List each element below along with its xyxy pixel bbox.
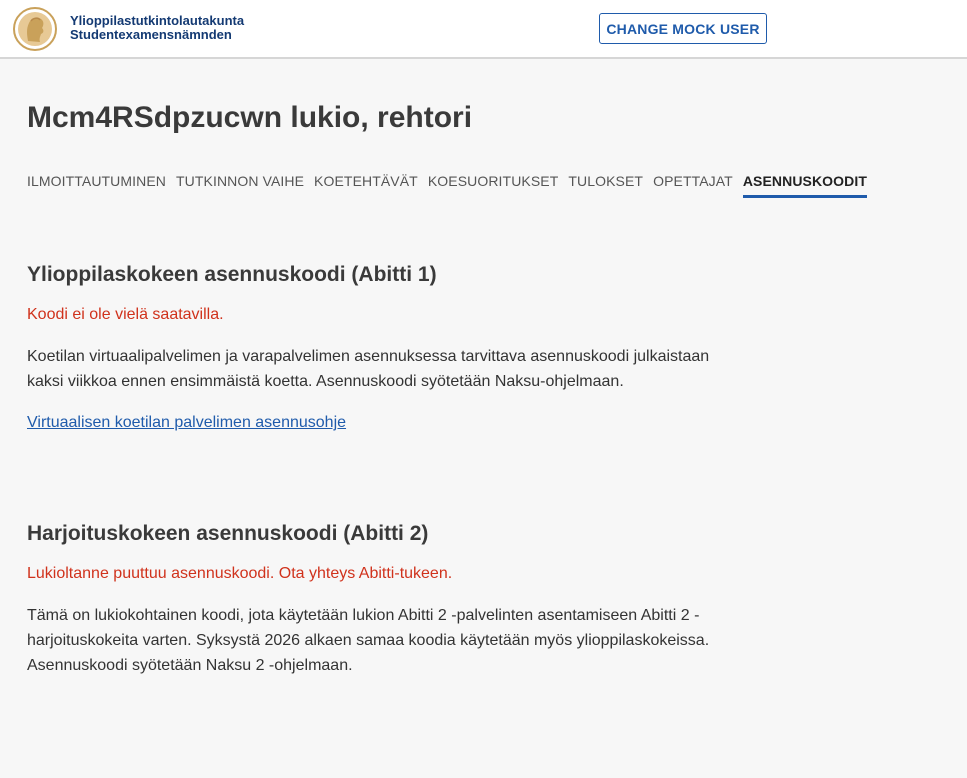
install-guide-link[interactable]: Virtuaalisen koetilan palvelimen asennusohje bbox=[27, 414, 347, 431]
tab-koesuoritukset[interactable]: KOESUORITUKSET bbox=[427, 173, 559, 189]
paragraph-line: Tämä on lukiokohtainen koodi, jota käytetään lukion Abitti 2 -palvelinten asentamiseen Abitti 2 - bbox=[27, 607, 700, 624]
laurel-profile-logo-icon[interactable] bbox=[13, 7, 57, 51]
abitti1-section bbox=[27, 263, 767, 432]
tab-ilmoittautuminen[interactable]: ILMOITTAUTUMINEN bbox=[27, 173, 167, 189]
tab-opettajat[interactable]: OPETTAJAT bbox=[653, 173, 733, 189]
tab-asennuskoodit[interactable]: ASENNUSKOODIT bbox=[743, 172, 867, 198]
section-title: Harjoituskokeen asennuskoodi (Abitti 2) bbox=[27, 522, 429, 545]
missing-code-alert: Lukioltanne puuttuu asennuskoodi. Ota yhteys Abitti-tukeen. bbox=[27, 565, 453, 582]
abitti2-section bbox=[27, 522, 767, 678]
paragraph-line: Asennuskoodi syötetään Naksu 2 -ohjelmaan. bbox=[27, 657, 353, 674]
paragraph-line: kaksi viikkoa ennen ensimmäistä koetta. Asennuskoodi syötetään Naksu-ohjelmaan. bbox=[27, 373, 624, 390]
organization-name bbox=[70, 14, 244, 42]
top-bar bbox=[0, 0, 967, 59]
change-mock-user-button[interactable]: CHANGE MOCK USER bbox=[599, 13, 767, 44]
info-paragraph bbox=[27, 344, 767, 394]
tab-tulokset[interactable]: TULOKSET bbox=[568, 173, 644, 189]
page-title: Mcm4RSdpzucwn lukio, rehtori bbox=[27, 101, 473, 134]
tab-koetehtavat[interactable]: KOETEHTÄVÄT bbox=[314, 173, 418, 189]
tab-tutkinnon-vaihe[interactable]: TUTKINNON VAIHE bbox=[176, 173, 305, 189]
section-title: Ylioppilaskokeen asennuskoodi (Abitti 1) bbox=[27, 263, 437, 286]
paragraph-line: Koetilan virtuaalipalvelimen ja varapalvelimen asennuksessa tarvittava asennuskoodi julkaistaan bbox=[27, 348, 710, 365]
org-name-sv: Studentexamensnämnden bbox=[70, 27, 232, 42]
org-name-fi: Ylioppilastutkintolautakunta bbox=[70, 13, 245, 28]
info-paragraph bbox=[27, 603, 767, 678]
main-tabs bbox=[27, 172, 867, 200]
unavailable-alert: Koodi ei ole vielä saatavilla. bbox=[27, 306, 224, 323]
paragraph-line: harjoituskokeita varten. Syksystä 2026 alkaen samaa koodia käytetään myös ylioppilaskokeissa. bbox=[27, 632, 710, 649]
